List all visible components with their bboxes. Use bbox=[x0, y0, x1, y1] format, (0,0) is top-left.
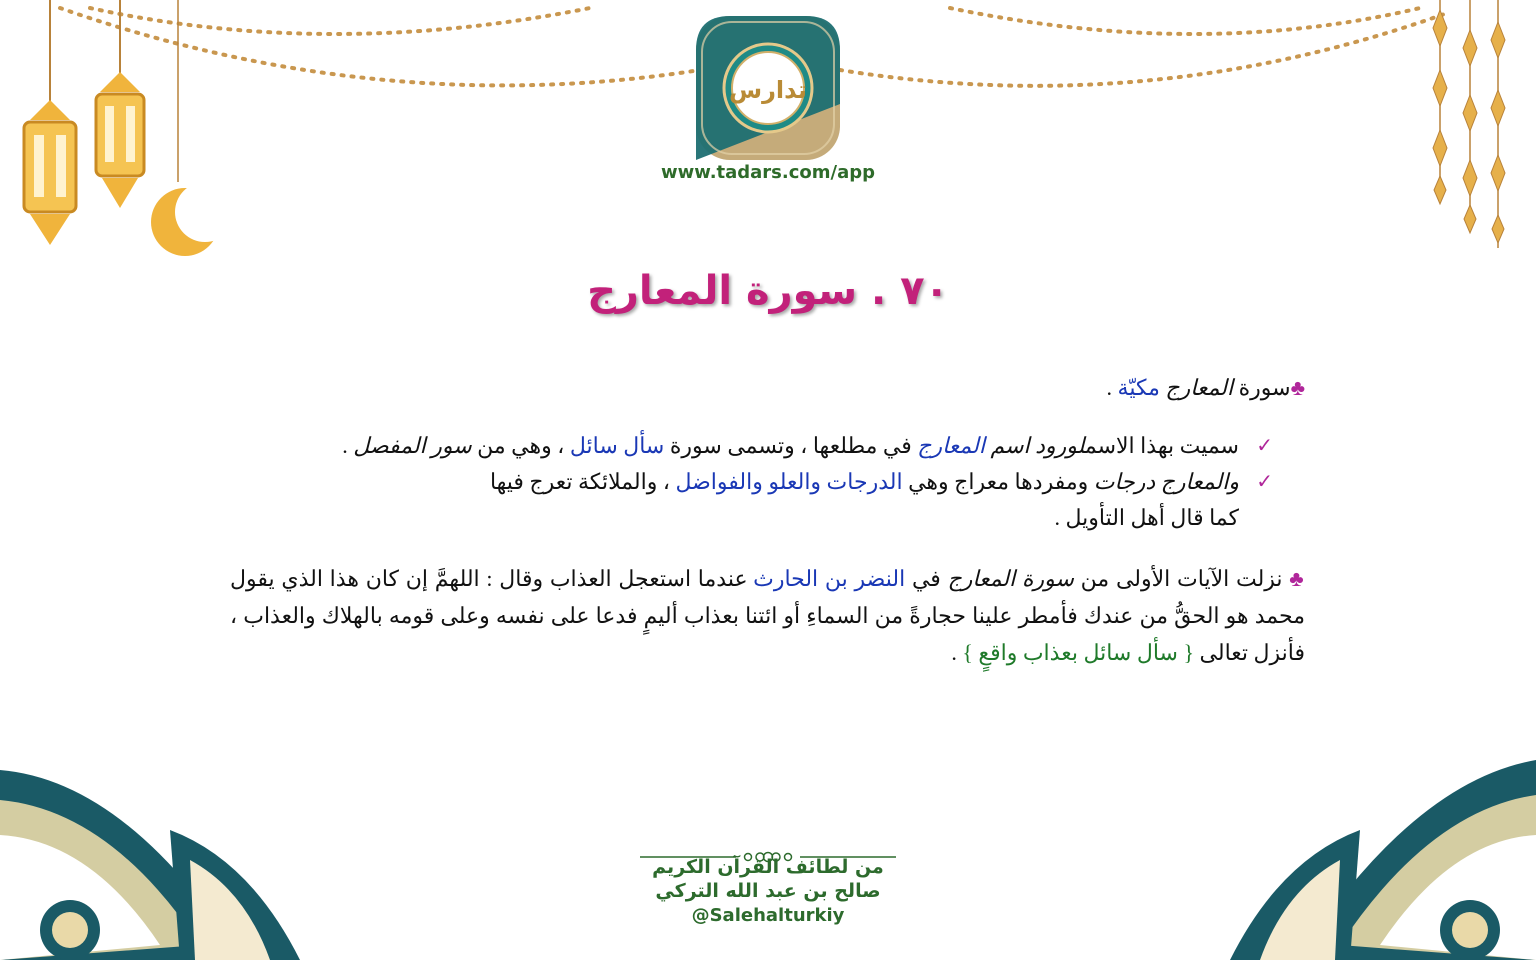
svg-text:تدارس: تدارس bbox=[728, 76, 808, 104]
site-url[interactable]: www.tadars.com/app bbox=[660, 162, 876, 183]
lantern-left-icon bbox=[24, 0, 76, 245]
club-bullet-icon: ♣ bbox=[1290, 375, 1305, 400]
check-list bbox=[230, 428, 1305, 536]
footer-author: صالح بن عبد الله التركي bbox=[655, 880, 881, 902]
garland-left bbox=[60, 8, 700, 85]
check-icon: ✓ bbox=[1256, 435, 1273, 457]
list-item: ✓ سميت بهذا الاسملورود اسم المعارج في مطلعها ، وتسمى سورة سأل سائل ، وهي من سور المفصل . bbox=[230, 428, 1273, 464]
garland-right bbox=[840, 8, 1450, 86]
check-icon: ✓ bbox=[1256, 471, 1273, 493]
footer-handle[interactable]: @Salehalturkiy bbox=[691, 905, 845, 926]
footer-credits bbox=[600, 855, 936, 929]
mandala-left-icon bbox=[0, 770, 300, 960]
list-item: ✓ والمعارج درجات ومفردها معراج وهي الدرجات والعلو والفواضل ، والملائكة تعرج فيها كما قال أهل التأويل . bbox=[230, 464, 1273, 536]
revelation-paragraph: ♣ نزلت الآيات الأولى من سورة المعارج في النضر بن الحارث عندما استعجل العذاب وقال : اللهمَّ إن كان هذا الذي يقول محمد هو الحقُّ من عندك فأمطر علينا حجارةً من السماءِ أو ائتنا بعذاب أليمٍ فدعا على نفسه وعلى قومه بالهلاك والعذاب ، فأنزل تعالى { سأل سائل بعذاب واقعٍ } . bbox=[230, 566, 1305, 665]
page-title: ٧٠ . سورة المعارج bbox=[587, 268, 949, 314]
mandala-right-icon bbox=[1230, 760, 1536, 960]
intro-line: ♣سورة المعارج مكيّة . bbox=[1106, 375, 1305, 400]
hanging-diamonds-icon bbox=[1433, 0, 1505, 248]
crescent-icon bbox=[151, 0, 235, 256]
app-logo bbox=[694, 14, 842, 162]
footer-series: من لطائف القرآن الكريم bbox=[652, 856, 884, 878]
main-content bbox=[230, 370, 1305, 671]
club-bullet-icon: ♣ bbox=[1289, 566, 1305, 591]
logo-badge-icon bbox=[694, 14, 842, 162]
